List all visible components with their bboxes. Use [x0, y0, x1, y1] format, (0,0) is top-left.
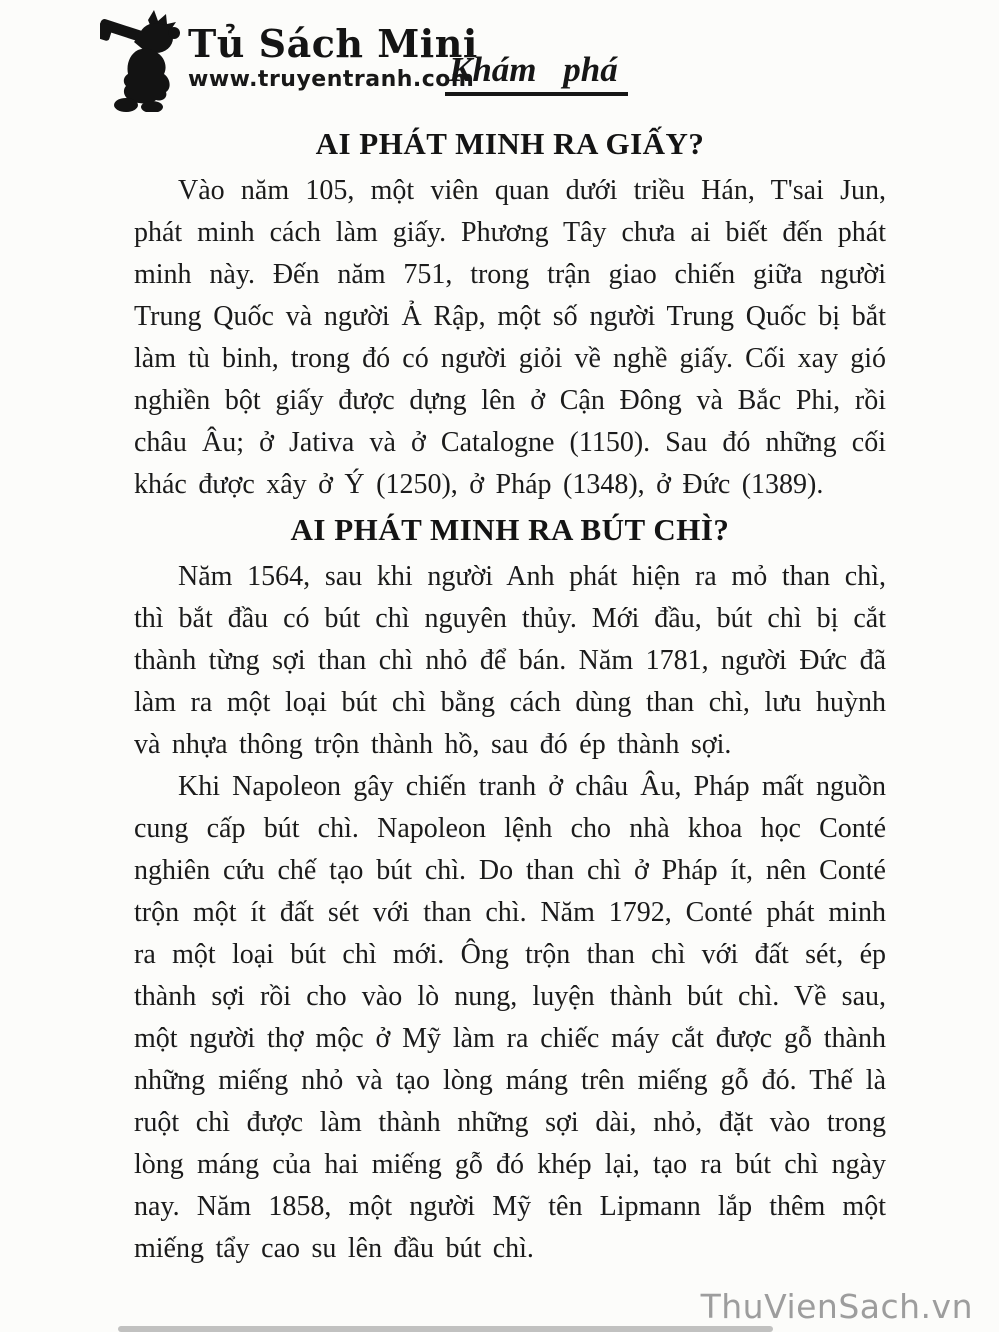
- article-title: AI PHÁT MINH RA GIẤY?: [315, 126, 705, 161]
- logo-title: Tủ Sách Mini: [188, 21, 478, 66]
- mascot-icon: [100, 8, 196, 112]
- logo-text-block: [188, 6, 478, 93]
- article-paragraph: Vào năm 105, một viên quan dưới triều Hán, T'sai Jun, phát minh cách làm giấy. Phương Tây chưa ai biết đến phát minh này. Đến năm 751, trong trận giao chiến giữa người Trung Quốc và người Ả Rập, một số người Trung Quốc bị bắt làm tù binh, trong đó có người giỏi về nghề giấy. Cối xay gió nghiền bột giấy được dựng lên ở Cận Đông và Bắc Phi, rồi châu Âu; ở Jativa và ở Catalogne (1150). Sau đó những cối khác được xây ở Ý (1250), ở Pháp (1348), ở Đức (1389).: [134, 175, 886, 500]
- section-label: Khám phá: [445, 50, 628, 96]
- article-pencil: [134, 510, 886, 1270]
- scan-smudge-divider: [118, 1326, 773, 1332]
- watermark: ThuVienSach.vn: [700, 1287, 973, 1326]
- article-paragraph: Năm 1564, sau khi người Anh phát hiện ra mỏ than chì, thì bắt đầu có bút chì nguyên thủy. Mới đầu, bút chì bị cắt thành từng sợi than chì nhỏ để bán. Năm 1781, người Đức đã làm ra một loại bút chì bằng cách dùng than chì, lưu huỳnh và nhựa thông trộn thành hồ, sau đó ép thành sợi.: [134, 561, 886, 760]
- article-paper: [134, 124, 886, 506]
- page-header: [100, 6, 999, 118]
- logo-url: www.truyentranh.com: [188, 67, 475, 92]
- publisher-logo: [100, 6, 478, 112]
- article-title: AI PHÁT MINH RA BÚT CHÌ?: [290, 512, 730, 547]
- page-content: [134, 120, 886, 1270]
- article-paragraph: Khi Napoleon gây chiến tranh ở châu Âu, Pháp mất nguồn cung cấp bút chì. Napoleon lệnh cho nhà khoa học Conté nghiên cứu chế tạo bút chì. Do than chì ở Pháp ít, nên Conté trộn một ít đất sét với than chì. Năm 1792, Conté phát minh ra một loại bút chì mới. Ông trộn than chì với đất sét, ép thành sợi rồi cho vào lò nung, luyện thành bút chì. Về sau, một người thợ mộc ở Mỹ làm ra chiếc máy cắt được gỗ thành những miếng nhỏ và tạo lòng máng trên miếng gỗ đó. Thế là ruột chì được làm thành những sợi dài, nhỏ, đặt vào trong lòng máng của hai miếng gỗ đó khép lại, tạo ra bút chì ngày nay. Năm 1858, một người Mỹ tên Lipmann lắp thêm một miếng tẩy cao su lên đầu bút chì.: [134, 771, 886, 1264]
